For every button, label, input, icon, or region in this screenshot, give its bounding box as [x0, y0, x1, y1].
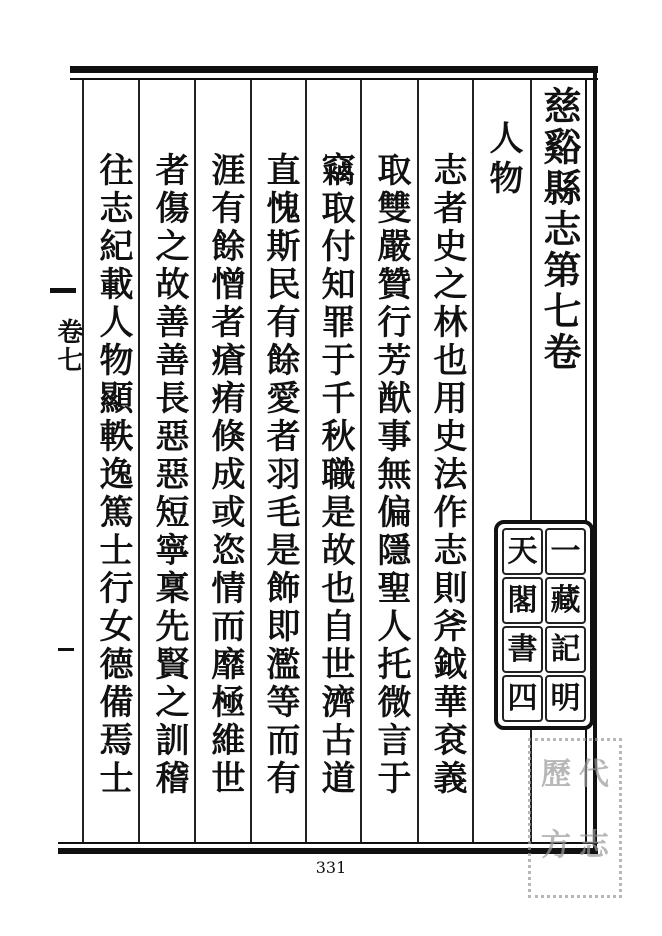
margin-volume-label: 卷七 — [53, 318, 83, 374]
stamp-char: 志 — [579, 828, 609, 863]
column-divider — [472, 80, 474, 842]
section-heading: 人物 — [483, 120, 523, 200]
seal-char: 明 — [545, 675, 586, 722]
seal-char: 四 — [502, 675, 543, 722]
text-column-3: 竊取付知罪于千秋職是故也自世濟古道 — [315, 152, 355, 798]
collector-seal — [494, 520, 594, 730]
column-divider — [417, 80, 419, 842]
seal-char: 藏 — [545, 577, 586, 624]
margin-tick-mark — [58, 648, 74, 651]
seal-char: 記 — [545, 626, 586, 673]
seal-char: 一 — [545, 528, 586, 575]
column-divider — [82, 80, 84, 842]
column-divider — [250, 80, 252, 842]
stamp-char: 歷 — [541, 757, 571, 792]
column-divider — [305, 80, 307, 842]
seal-char: 書 — [502, 626, 543, 673]
right-border-rule — [593, 70, 597, 852]
text-column-5: 涯有餘憎者瘡痏倏成或恣情而靡極維世 — [205, 152, 245, 798]
column-divider — [194, 80, 196, 842]
text-column-1: 志者史之林也用史法作志則斧鉞華袞義 — [427, 152, 467, 798]
text-column-4: 直愧斯民有餘愛者羽毛是飾即濫等而有 — [260, 152, 300, 798]
seal-char: 天 — [502, 528, 543, 575]
top-border-inner-rule — [70, 78, 598, 80]
text-column-6: 者傷之故善善長惡惡短寧稟先賢之訓稽 — [149, 152, 189, 798]
volume-title: 慈谿縣志第七卷 — [537, 86, 582, 373]
stamp-char: 方 — [541, 828, 571, 863]
top-border-rule — [70, 66, 598, 73]
seal-char: 閣 — [502, 577, 543, 624]
stamp-char: 代 — [579, 757, 609, 792]
column-divider — [360, 80, 362, 842]
text-column-2: 取雙嚴贊行芳猷事無偏隱聖人托微言于 — [371, 152, 411, 798]
text-column-7: 往志紀載人物顯軼逸篤士行女德備焉士 — [93, 152, 133, 798]
page-number: 331 — [315, 858, 347, 877]
column-divider — [138, 80, 140, 842]
